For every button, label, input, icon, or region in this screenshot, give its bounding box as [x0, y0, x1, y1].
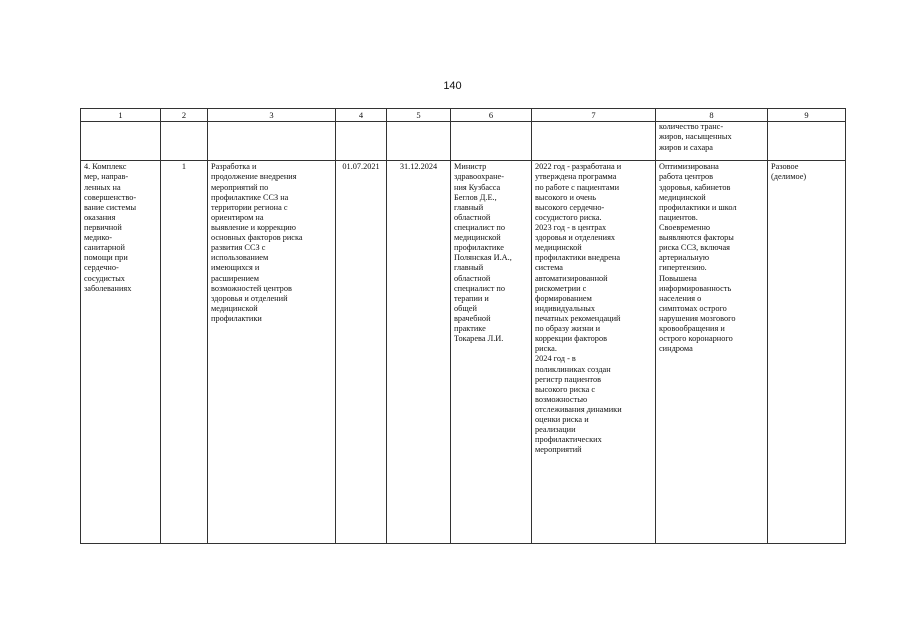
- column-header-2: 2: [161, 109, 208, 122]
- column-header-4: 4: [336, 109, 387, 122]
- column-header-1: 1: [81, 109, 161, 122]
- start-date-cell: 01.07.2021: [336, 161, 387, 544]
- page-number: 140: [443, 80, 462, 92]
- cont-cell-7: [532, 122, 656, 161]
- event-description-cell: Разработка и продолжение внедрения мероприятий по профилактике ССЗ на территории региона с ориентиром на выявление и коррекцию основных факторов риска развития ССЗ с использованием имеющихся и расширением возможностей центров здоровья и отделений медицинской профилактики: [208, 161, 336, 544]
- responsible-persons-cell: Министр здравоохране- ния Кузбасса Беглов Д.Е., главный областной специалист по медицинской профилактике Полянская И.А., главный областной специалист по терапии и общей врачебной практике Токарева Л.И.: [451, 161, 532, 544]
- cont-cell-8: [656, 122, 768, 161]
- yearly-results-cell: 2022 год - разработана и утверждена программа по работе с пациентами высокого и очень высокого сердечно- сосудистого риска. 2023 год - в центрах здоровья и отделениях медицинской профилактики внедрена система автоматизированной рискометрии с формированием индивидуальных печатных рекомендаций по образу жизни и коррекции факторов риска. 2024 год - в поликлиниках создан регистр пациентов высокого риска с возможностью отслеживания динамики оценки риска и реализации профилактических мероприятий: [532, 161, 656, 544]
- cont-cell-4: [336, 122, 387, 161]
- item-number-cell: 1: [161, 161, 208, 544]
- column-header-9: 9: [768, 109, 846, 122]
- cont-cell-1: [81, 122, 161, 161]
- column-header-3: 3: [208, 109, 336, 122]
- cont-cell-5: [387, 122, 451, 161]
- cont-cell-2: [161, 122, 208, 161]
- cont-cell-9: [768, 122, 846, 161]
- column-header-8: 8: [656, 109, 768, 122]
- measures-table: [80, 108, 846, 544]
- column-header-5: 5: [387, 109, 451, 122]
- column-header-6: 6: [451, 109, 532, 122]
- frequency-cell: Разовое (делимое): [768, 161, 846, 544]
- continuation-row: [81, 122, 846, 161]
- continued-result-text: количество транс- жиров, насыщенных жиров и сахара: [659, 122, 732, 152]
- measure-name-cell: 4. Комплекс мер, направ- ленных на совершенство- вание системы оказания первичной медико- санитарной помощи при сердечно- сосудистых заболеваниях: [81, 161, 161, 544]
- cont-cell-3: [208, 122, 336, 161]
- column-number-header: [81, 109, 846, 122]
- expected-outcome-cell: Оптимизирована работа центров здоровья, кабинетов медицинской профилактики и школ пациентов. Своевременно выявляются факторы риска ССЗ, включая артериальную гипертензию. Повышена информированность населения о симптомах острого нарушения мозгового кровообращения и острого коронарного синдрома: [656, 161, 768, 544]
- end-date-cell: 31.12.2024: [387, 161, 451, 544]
- column-header-7: 7: [532, 109, 656, 122]
- table-row: [81, 161, 846, 544]
- cont-cell-6: [451, 122, 532, 161]
